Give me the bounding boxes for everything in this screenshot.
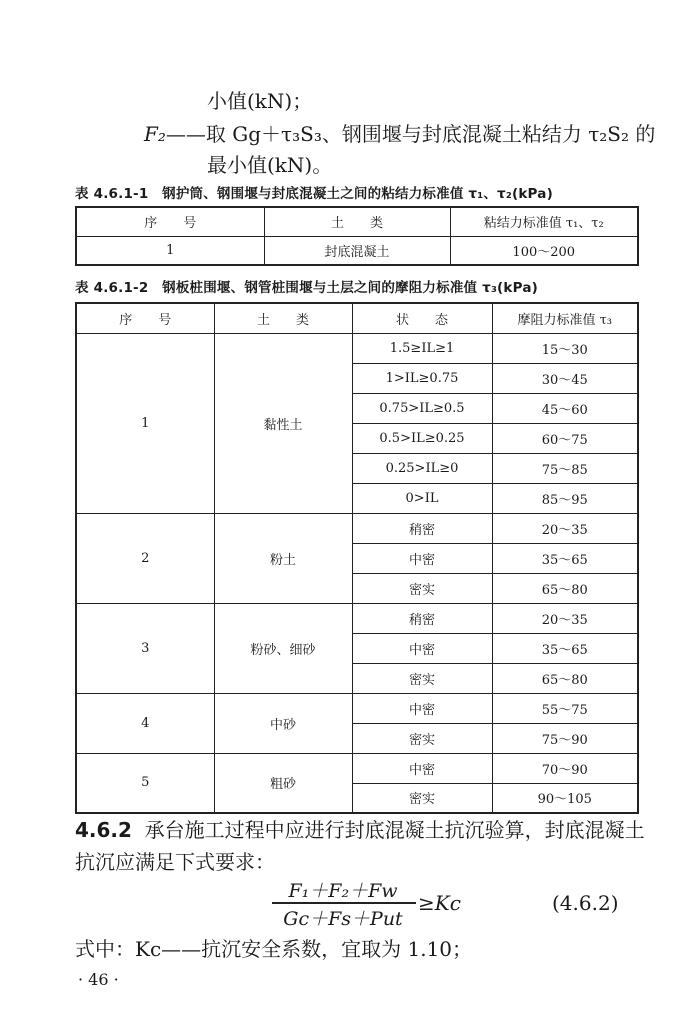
table2-header-row bbox=[76, 303, 638, 333]
table-cell: 中密 bbox=[352, 693, 492, 723]
table-cell: 1 bbox=[76, 236, 264, 265]
section-line-2: 抗沉应满足下式要求： bbox=[75, 850, 275, 874]
table2-header-no: 序 号 bbox=[76, 303, 214, 333]
table-cell: 60～75 bbox=[492, 423, 638, 453]
table-cell-no: 1 bbox=[76, 333, 214, 513]
table-cell: 90～105 bbox=[492, 783, 638, 813]
formula-rhs: ≥Kc bbox=[418, 891, 461, 915]
table-cell-soil: 粗砂 bbox=[214, 753, 352, 813]
table-cell: 封底混凝土 bbox=[264, 236, 450, 265]
table-cell: 45～60 bbox=[492, 393, 638, 423]
page-number: · 46 · bbox=[78, 970, 119, 989]
table-cell: 中密 bbox=[352, 633, 492, 663]
table-cell: 65～80 bbox=[492, 663, 638, 693]
table2-header-soil: 土 类 bbox=[214, 303, 352, 333]
table2-header-value: 摩阻力标准值 τ₃ bbox=[492, 303, 638, 333]
table-cell: 20～35 bbox=[492, 603, 638, 633]
table-cell-no: 5 bbox=[76, 753, 214, 813]
table-row bbox=[76, 693, 638, 723]
table-cell: 密实 bbox=[352, 663, 492, 693]
table-cell: 75～85 bbox=[492, 453, 638, 483]
section-line-1 bbox=[75, 815, 645, 845]
table-cell: 75～90 bbox=[492, 723, 638, 753]
table-cell: 70～90 bbox=[492, 753, 638, 783]
table-cell: 密实 bbox=[352, 723, 492, 753]
table-cell: 20～35 bbox=[492, 513, 638, 543]
table2-caption: 表 4.6.1-2 钢板桩围堰、钢管桩围堰与土层之间的摩阻力标准值 τ₃(kPa) bbox=[75, 280, 539, 296]
table1-header-row bbox=[76, 207, 638, 236]
table-row bbox=[76, 513, 638, 543]
table-cell: 15～30 bbox=[492, 333, 638, 363]
formula-denominator: Gc＋Fs＋Put bbox=[283, 908, 403, 930]
table-cell: 1.5≥IL≥1 bbox=[352, 333, 492, 363]
table-cell-no: 4 bbox=[76, 693, 214, 753]
definition-line-3: 最小值(kN)。 bbox=[207, 153, 333, 177]
table-cell: 30～45 bbox=[492, 363, 638, 393]
formula-number: (4.6.2) bbox=[552, 891, 619, 915]
table-cell: 55～75 bbox=[492, 693, 638, 723]
section-text: 承台施工过程中应进行封底混凝土抗沉验算，封底混凝土 bbox=[144, 818, 645, 842]
table-cell: 稍密 bbox=[352, 513, 492, 543]
table-cell-soil: 粉砂、细砂 bbox=[214, 603, 352, 693]
table-cell: 0.25>IL≥0 bbox=[352, 453, 492, 483]
table-row bbox=[76, 753, 638, 783]
table1-header-no: 序 号 bbox=[76, 207, 264, 236]
table-cell-soil: 中砂 bbox=[214, 693, 352, 753]
formula-numerator: F₁＋F₂＋Fw bbox=[288, 880, 398, 902]
table-cell: 65～80 bbox=[492, 573, 638, 603]
table-row bbox=[76, 333, 638, 363]
definition-text: ——取 Gg＋τ₃S₃、钢围堰与封底混凝土粘结力 τ₂S₂ 的 bbox=[165, 122, 656, 146]
table-cell: 35～65 bbox=[492, 633, 638, 663]
definition-line-2 bbox=[144, 119, 655, 149]
where-line: 式中：Kc——抗沉安全系数，宜取为 1.10； bbox=[75, 937, 473, 961]
table-cell: 中密 bbox=[352, 753, 492, 783]
table-cell-no: 3 bbox=[76, 603, 214, 693]
table-cell: 100～200 bbox=[450, 236, 638, 265]
table-cell: 密实 bbox=[352, 783, 492, 813]
table1-header-soil: 土 类 bbox=[264, 207, 450, 236]
table-cell: 85～95 bbox=[492, 483, 638, 513]
section-number: 4.6.2 bbox=[75, 818, 132, 842]
table-cell-soil: 粉土 bbox=[214, 513, 352, 603]
table-cell: 0.5>IL≥0.25 bbox=[352, 423, 492, 453]
table-cell: 0.75>IL≥0.5 bbox=[352, 393, 492, 423]
table-row bbox=[76, 603, 638, 633]
table-cell: 稍密 bbox=[352, 603, 492, 633]
table-cell: 密实 bbox=[352, 573, 492, 603]
table-row bbox=[76, 236, 638, 265]
table1 bbox=[75, 206, 639, 266]
table-cell-soil: 黏性土 bbox=[214, 333, 352, 513]
definition-line-1: 小值(kN)； bbox=[207, 89, 313, 113]
table2 bbox=[75, 302, 639, 814]
table-cell-no: 2 bbox=[76, 513, 214, 603]
symbol-f2: F₂ bbox=[144, 122, 166, 146]
table-cell: 中密 bbox=[352, 543, 492, 573]
table-cell: 1>IL≥0.75 bbox=[352, 363, 492, 393]
table1-header-value: 粘结力标准值 τ₁、τ₂ bbox=[450, 207, 638, 236]
table2-header-state: 状 态 bbox=[352, 303, 492, 333]
table-cell: 35～65 bbox=[492, 543, 638, 573]
table-cell: 0>IL bbox=[352, 483, 492, 513]
table1-caption: 表 4.6.1-1 钢护筒、钢围堰与封底混凝土之间的粘结力标准值 τ₁、τ₂(kPa) bbox=[75, 186, 553, 202]
